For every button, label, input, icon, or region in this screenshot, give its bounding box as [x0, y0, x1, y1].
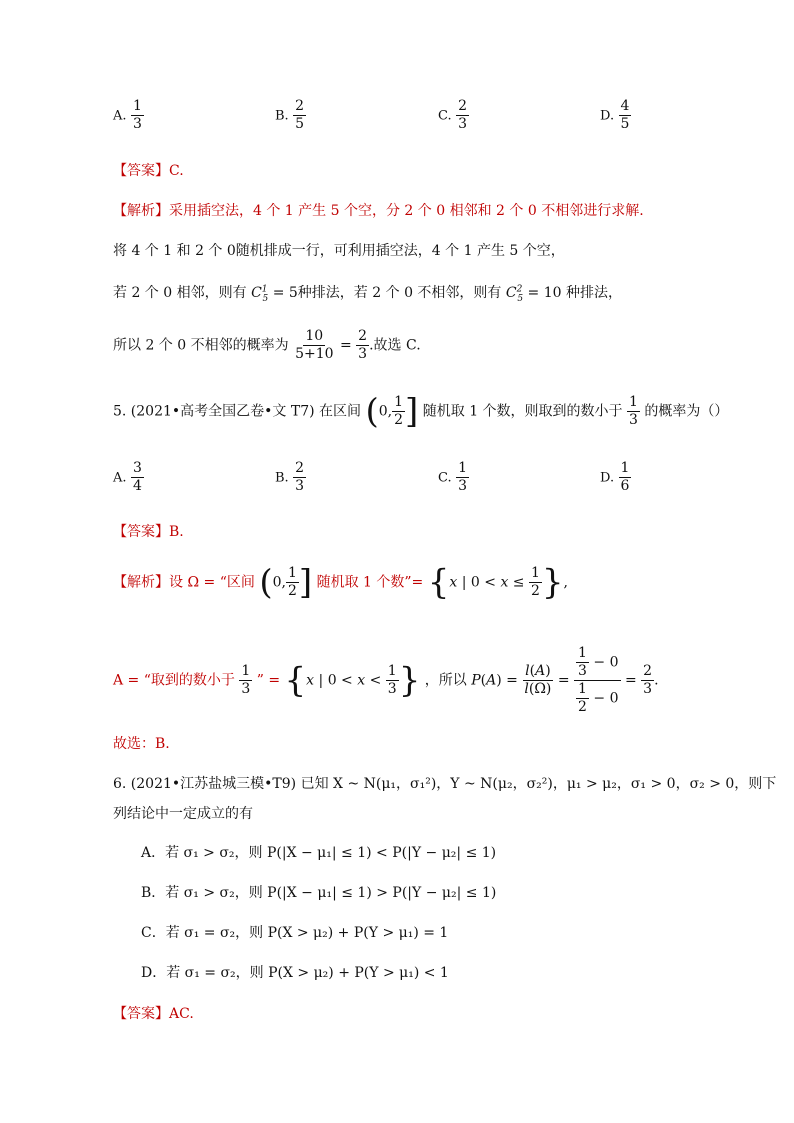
q4-option-c — [438, 98, 469, 133]
right-brace: } — [541, 562, 564, 603]
numerator-length: l(A) — [525, 663, 551, 679]
q5-analysis-line-2 — [113, 645, 659, 716]
fraction — [286, 565, 299, 600]
q6-option-b: B．若 σ₁ > σ₂，则 P(|X − μ₁| ≤ 1) > P(|Y − μ₂| ≤ 1) — [141, 885, 497, 901]
fraction — [456, 460, 469, 495]
option-label: C. — [438, 470, 452, 486]
combination-c52: $C^2_5$ — [505, 284, 524, 304]
paren-a: (A) = — [480, 672, 518, 689]
numerator: 1 — [620, 460, 630, 476]
stem-text: 的概率为（） — [644, 403, 729, 420]
q5-analysis-line-1 — [113, 562, 568, 603]
numerator: 1 — [394, 394, 404, 410]
q5-option-d — [600, 460, 631, 495]
denominator: 2 — [578, 699, 587, 715]
numerator: 1 — [458, 460, 467, 476]
option-label: D. — [600, 108, 615, 124]
analysis-text: .故选 C. — [369, 337, 421, 354]
left-paren: ( — [259, 562, 273, 603]
compound-denominator: $\frac{1}{2}$ − 0 — [578, 681, 619, 715]
analysis-tag: 【解析】 — [113, 203, 169, 219]
stem-text: 5. (2021•高考全国乙卷•文 T7) 在区间 — [113, 403, 362, 420]
fraction — [456, 98, 469, 133]
denominator: 3 — [629, 412, 638, 428]
q6-stem-line-1: 6. (2021•江苏盐城三模•T9) 已知 X ~ N(μ₁，σ₁²)，Y ~ N(μ₂，σ₂²)，μ₁ > μ₂，σ₁ > 0，σ₂ > 0，则下 — [113, 776, 777, 792]
denominator: 5+10 — [295, 346, 334, 362]
q4-analysis-line-4 — [113, 328, 421, 363]
denominator: 3 — [358, 346, 368, 362]
numerator: 2 — [643, 663, 653, 679]
q5-option-c — [438, 460, 469, 495]
q5-option-a — [113, 460, 144, 495]
left-brace: { — [427, 562, 450, 603]
equals-sign: = — [339, 337, 352, 354]
fraction — [576, 681, 589, 716]
fraction — [529, 565, 542, 600]
combination-c51: $C^1_5$ — [251, 284, 269, 304]
q4-option-b — [275, 98, 306, 133]
fraction — [131, 460, 144, 495]
analysis-text: 设 Ω = “区间 — [169, 574, 255, 591]
numerator: 10 — [305, 328, 324, 344]
q5-option-b — [275, 460, 306, 495]
denominator: 3 — [132, 116, 142, 132]
fraction — [293, 460, 306, 495]
denominator: 4 — [132, 478, 142, 494]
numerator: 4 — [620, 98, 630, 114]
numerator: 1 — [132, 98, 142, 114]
option-label: A. — [113, 108, 127, 124]
numerator: 1 — [387, 663, 397, 679]
compound-fraction — [574, 645, 620, 716]
denominator: 3 — [295, 478, 305, 494]
set-builder: x — [306, 672, 315, 689]
option-label: B. — [275, 470, 289, 486]
q4-analysis-line-2: 将 4 个 1 和 2 个 0随机排成一行，可利用插空法，4 个 1 产生 5 个空， — [113, 243, 565, 259]
right-bracket: ] — [405, 391, 419, 432]
set-builder: x — [449, 574, 458, 591]
numerator: 2 — [458, 98, 467, 114]
denominator: 2 — [394, 412, 404, 428]
denominator: 3 — [458, 478, 467, 494]
q6-option-c: C．若 σ₁ = σ₂，则 P(X > μ₂) + P(Y > μ₁) = 1 — [141, 925, 449, 941]
numerator: 1 — [287, 565, 297, 581]
numerator: 1 — [530, 565, 540, 581]
fraction — [619, 460, 632, 495]
right-brace: } — [398, 660, 421, 701]
fraction — [356, 328, 369, 363]
period: . — [654, 672, 659, 689]
denominator: 3 — [241, 681, 251, 697]
q5-final: 故选：B. — [113, 736, 170, 752]
denominator: 5 — [295, 116, 305, 132]
analysis-text: 若 2 个 0 相邻，则有 — [113, 285, 247, 301]
set-bar: | 0 < x ≤ — [457, 574, 529, 591]
fraction — [131, 98, 144, 133]
numerator: 2 — [295, 98, 305, 114]
fraction — [641, 663, 654, 698]
option-label: C. — [438, 108, 452, 124]
right-bracket: ] — [298, 562, 313, 603]
q4-answer: 【答案】C. — [113, 163, 184, 179]
q4-option-d — [600, 98, 631, 133]
equals-sign: = — [557, 672, 570, 689]
denominator: 3 — [643, 681, 653, 697]
fraction — [576, 645, 589, 680]
interval-zero: 0, — [272, 574, 286, 591]
left-paren: ( — [365, 391, 379, 432]
option-label: D. — [600, 470, 615, 486]
option-label: A. — [113, 470, 127, 486]
denominator: 2 — [287, 583, 297, 599]
q4-option-a — [113, 98, 144, 133]
fraction — [386, 663, 399, 698]
analysis-text: ，所以 — [424, 672, 467, 689]
analysis-text: 所以 2 个 0 不相邻的概率为 — [113, 337, 289, 354]
denominator: 6 — [620, 478, 630, 494]
q5-answer: 【答案】B. — [113, 524, 184, 540]
probability-expression: P — [471, 672, 481, 689]
numerator: 1 — [578, 681, 587, 697]
numerator: 3 — [132, 460, 142, 476]
option-label: B. — [275, 108, 289, 124]
denominator-length: l(Ω) — [524, 681, 552, 697]
analysis-text: 采用插空法，4 个 1 产生 5 个空，分 2 个 0 相邻和 2 个 0 不相邻进行求解. — [169, 203, 644, 219]
denominator: 3 — [458, 116, 467, 132]
numerator: 1 — [578, 645, 587, 661]
comma: , — [563, 574, 568, 591]
fraction — [239, 663, 252, 698]
stem-text: 随机取 1 个数，则取到的数小于 — [422, 403, 623, 420]
denominator: 3 — [578, 663, 587, 679]
q6-stem-line-2: 列结论中一定成立的有 — [113, 806, 253, 822]
equals-sign: = — [624, 672, 637, 689]
denominator: 3 — [387, 681, 397, 697]
q6-option-d: D．若 σ₁ = σ₂，则 P(X > μ₂) + P(Y > μ₁) < 1 — [141, 965, 449, 981]
q6-answer: 【答案】AC. — [113, 1006, 194, 1022]
fraction — [293, 98, 306, 133]
q5-stem — [113, 391, 729, 432]
analysis-text: 随机取 1 个数”= — [316, 574, 424, 591]
fraction — [293, 328, 335, 363]
fraction — [392, 394, 405, 429]
numerator: 1 — [629, 394, 638, 410]
q4-analysis-line-1 — [113, 200, 644, 220]
numerator: 1 — [241, 663, 251, 679]
left-brace: { — [284, 660, 307, 701]
fraction — [627, 394, 640, 429]
analysis-text: = 10 种排法， — [527, 285, 622, 301]
analysis-text: = 5种排法，若 2 个 0 不相邻，则有 — [272, 285, 502, 301]
numerator: 2 — [358, 328, 368, 344]
interval-zero: 0, — [378, 403, 393, 420]
denominator: 5 — [620, 116, 630, 132]
fraction — [619, 98, 632, 133]
analysis-text: A = “取到的数小于 — [113, 672, 235, 689]
set-bar: | 0 < x < — [314, 672, 386, 689]
compound-numerator: $\frac{1}{3}$ − 0 — [574, 645, 620, 681]
analysis-text: ” = — [256, 672, 281, 689]
q6-option-a: A．若 σ₁ > σ₂，则 P(|X − μ₁| ≤ 1) < P(|Y − μ₂| ≤ 1) — [141, 845, 497, 861]
q4-analysis-line-3 — [113, 282, 622, 304]
fraction-lengths — [522, 663, 553, 698]
numerator: 2 — [295, 460, 305, 476]
analysis-tag: 【解析】 — [113, 574, 169, 591]
denominator: 2 — [530, 583, 540, 599]
